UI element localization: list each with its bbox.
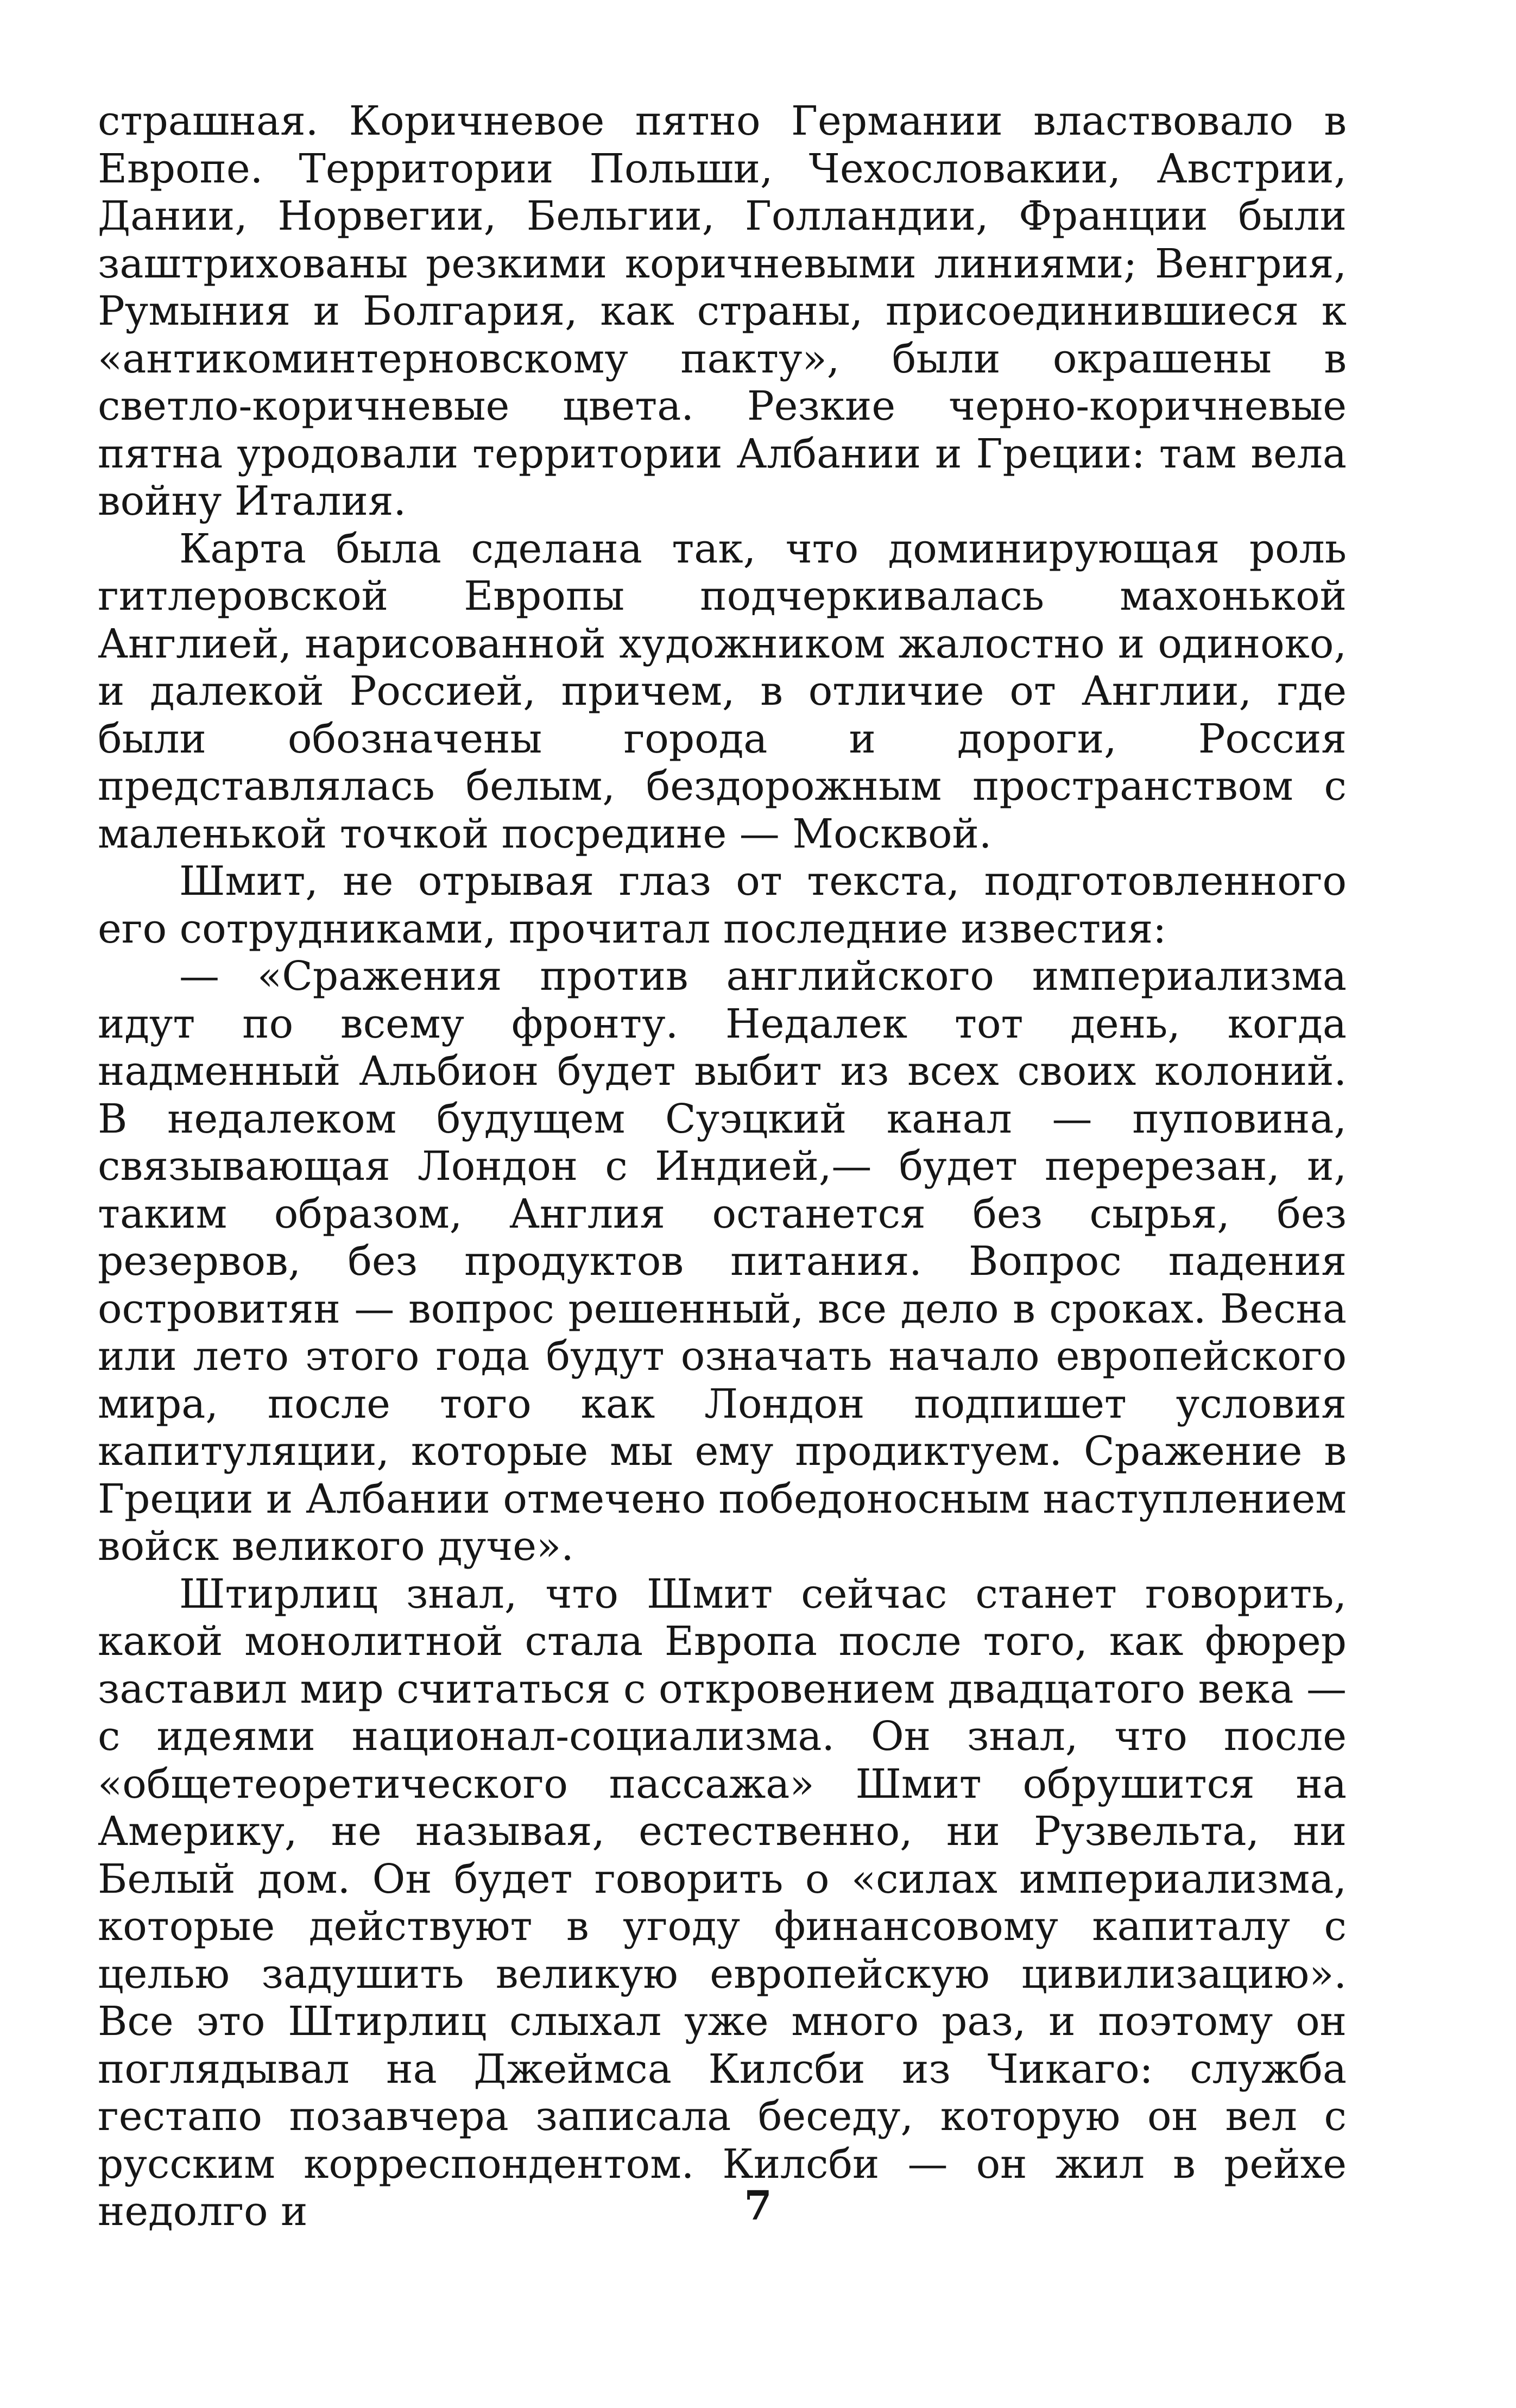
paragraph-map-description: страшная. Коричневое пятно Германии властвовало в Европе. Территории Польши, Чехословакии, Австрии, Дании, Норвегии, Бельгии, Голландии, Франции были заштрихованы резкими коричневыми линиями; Венгрия, Румыния и Болгария, как страны, присоединившиеся к «антикоминтерновскому пакту», были окрашены в светло-коричневые цвета. Резкие черно-коричневые пятна уродовали территории Албании и Греции: там вела войну Италия.: [98, 98, 1347, 524]
paragraph-news-quote: — «Сражения против английского империализма идут по всему фронту. Недалек тот день, когда надменный Альбион будет выбит из всех своих колоний. В недалеком будущем Суэцкий канал — пуповина, связывающая Лондон с Индией,— будет перерезан, и, таким образом, Англия останется без сырья, без резервов, без продуктов питания. Вопрос падения островитян — вопрос решенный, все дело в сроках. Весна или лето этого года будут означать начало европейского мира, после того как Лондон подпишет условия капитуляции, которые мы ему продиктуем. Сражение в Греции и Албании отмечено победоносным наступлением войск великого дуче».: [98, 953, 1347, 1570]
body-text: [98, 98, 1347, 2236]
paragraph-map-design: Карта была сделана так, что доминирующая роль гитлеровской Европы подчеркивалась махонькой Англией, нарисованной художником жалостно и одиноко, и далекой Россией, причем, в отличие от Англии, где были обозначены города и дороги, Россия представлялась белым, бездорожным пространством с маленькой точкой посредине — Москвой.: [98, 525, 1347, 857]
paragraph-shtirlits: Штирлиц знал, что Шмит сейчас станет говорить, какой монолитной стала Европа после того, как фюрер заставил мир считаться с откровением двадцатого века — с идеями национал-социализма. Он знал, что после «общетеоретического пассажа» Шмит обрушится на Америку, не называя, естественно, ни Рузвельта, ни Белый дом. Он будет говорить о «силах империализма, которые действуют в угоду финансовому капиталу с целью задушить великую европейскую цивилизацию». Все это Штирлиц слыхал уже много раз, и поэтому он поглядывал на Джеймса Килсби из Чикаго: служба гестапо позавчера записала беседу, которую он вел с русским корреспондентом. Килсби — он жил в рейхе недолго и: [98, 1570, 1347, 2235]
page-number: 7: [744, 2183, 772, 2229]
paragraph-shmit-reads: Шмит, не отрывая глаз от текста, подготовленного его сотрудниками, прочитал последние известия:: [98, 858, 1347, 952]
